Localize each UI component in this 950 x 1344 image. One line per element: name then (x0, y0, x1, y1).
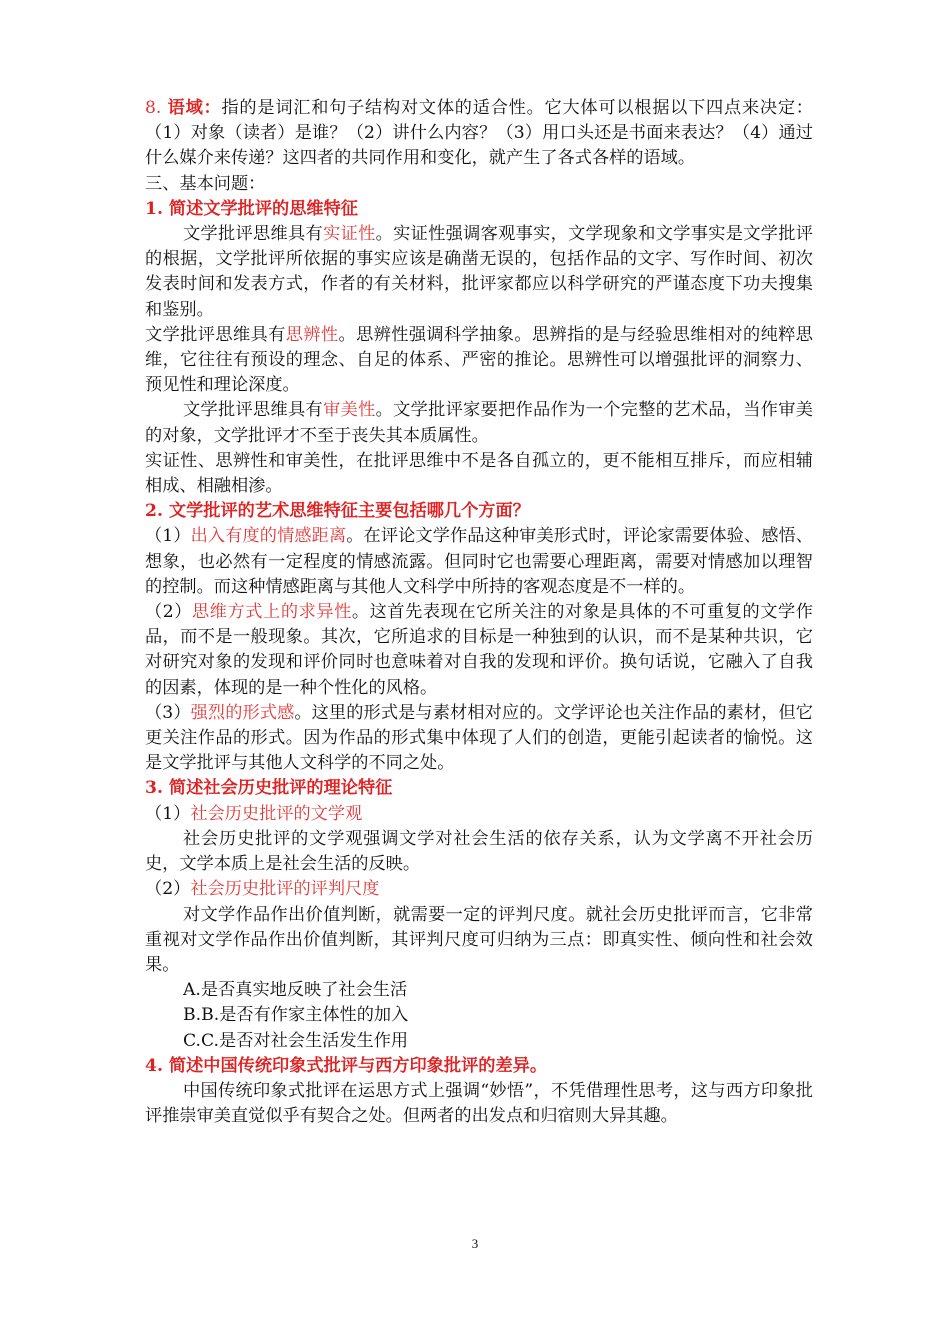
q3-list-item-b: B.B.是否有作家主体性的加入 (183, 1005, 409, 1026)
q1-paragraph-1 (145, 222, 813, 323)
question-2-title: 2. 文学批评的艺术思维特征主要包括哪几个方面？ (145, 501, 530, 522)
item-number: （2） (145, 879, 191, 900)
keyword: 思辨性 (285, 324, 339, 345)
keyword: 思维方式上的求异性 (192, 602, 352, 623)
question-1-title: 1. 简述文学批评的思维特征 (145, 198, 358, 219)
keyword: 实证性 (323, 224, 376, 245)
page-number: 3 (471, 1236, 479, 1251)
question-3-title: 3. 简述社会历史批评的理论特征 (145, 778, 393, 799)
section-title: 三、基本问题： (145, 173, 266, 194)
text-run: 。文学批评家要把作品作为一个完整的艺术品，当作审美的对象，文学批评才不至于丧失其本质属性。 (145, 400, 813, 446)
q3-sub-1-heading (145, 802, 813, 827)
q2-item-2 (145, 600, 813, 701)
q1-paragraph-4: 实证性、思辨性和审美性，在批评思维中不是各自孤立的，更不能相互排斥，而应相辅相成、相融相渗。 (145, 450, 813, 497)
item-number: 8. (145, 98, 162, 118)
page-content (145, 96, 813, 1129)
keyword: 出入有度的情感距离 (190, 526, 347, 547)
text-run: 。思辨性强调科学抽象。思辨指的是与经验思维相对的纯粹思维，它往往有预设的理念、自足的体系、严密的推论。思辨性可以增强批评的洞察力、预见性和理论深度。 (145, 324, 813, 396)
keyword: 审美性 (323, 400, 376, 421)
item-number: （3） (145, 702, 191, 723)
q3-sub-2-heading (145, 877, 813, 902)
definition-yuyu (145, 96, 813, 172)
definition-text: 指的是词汇和句子结构对文体的适合性。它大体可以根据以下四点来决定：（1）对象（读者）是谁？（2）讲什么内容？（3）用口头还是书面来表达？（4）通过什么媒介来传递？这四者的共同作用和变化，就产生了各式各样的语域。 (145, 98, 813, 169)
text-run: 文学批评思维具有 (145, 324, 286, 345)
q2-item-3 (145, 701, 813, 777)
text-run: 文学批评思维具有 (183, 224, 324, 245)
item-number: （2） (145, 602, 193, 623)
q3-sub-1-text: 社会历史批评的文学观强调文学对社会生活的依存关系，认为文学离不开社会历史，文学本质上是社会生活的反映。 (145, 828, 813, 875)
q1-paragraph-3 (145, 398, 813, 448)
text-run: 。实证性强调客观事实，文学现象和文学事实是文学批评的根据，文学批评所依据的事实应该是确凿无误的，包括作品的文字、写作时间、初次发表时间和发表方式，作者的有关材料，批评家都应以科学研究的严谨态度下功夫搜集和鉴别。 (145, 224, 813, 320)
q3-sub-2-text: 对文学作品作出价值判断，就需要一定的评判尺度。就社会历史批评而言，它非常重视对文学作品作出价值判断，其评判尺度可归纳为三点：即真实性、倾向性和社会效果。 (145, 904, 813, 975)
keyword: 社会历史批评的评判尺度 (190, 879, 380, 900)
q2-item-1 (145, 524, 813, 600)
text-run: 。这首先表现在它所关注的对象是具体的不可重复的文学作品，而不是一般现象。其次，它所追求的目标是一种独到的认识，而不是某种共识，它对研究对象的发现和评价同时也意味着对自我的发现和评价。换句话说，它融入了自我的因素，体现的是一种个性化的风格。 (145, 602, 813, 698)
text-run: 。这里的形式是与素材相对应的。文学评论也关注作品的素材，但它更关注作品的形式。因为作品的形式集中体现了人们的创造，更能引起读者的愉悦。这是文学批评与其他人文科学的不同之处。 (145, 702, 813, 774)
q3-list-item-c: C.C.是否对社会生活发生作用 (183, 1030, 409, 1051)
keyword: 社会历史批评的文学观 (190, 803, 363, 824)
item-number: （1） (145, 803, 191, 824)
term-label: 语域： (167, 98, 222, 118)
q4-paragraph: 中国传统印象式批评在运思方式上强调“妙悟”，不凭借理性思考，这与西方印象批评推崇审美直觉似乎有契合之处。但两者的出发点和归宿则大异其趣。 (145, 1080, 813, 1127)
q1-paragraph-2 (145, 323, 813, 399)
text-run: 文学批评思维具有 (183, 400, 324, 421)
keyword: 强烈的形式感 (190, 702, 295, 723)
question-4-title: 4. 简述中国传统印象式批评与西方印象批评的差异。 (145, 1055, 548, 1076)
q3-list-item-a: A.是否真实地反映了社会生活 (183, 980, 408, 1001)
text-run: 。在评论文学作品这种审美形式时，评论家需要体验、感悟、想象，也必然有一定程度的情感流露。但同时它也需要心理距离，需要对情感加以理智的控制。而这种情感距离与其他人文科学中所持的客观态度是不一样的。 (145, 526, 813, 597)
item-number: （1） (145, 526, 191, 547)
